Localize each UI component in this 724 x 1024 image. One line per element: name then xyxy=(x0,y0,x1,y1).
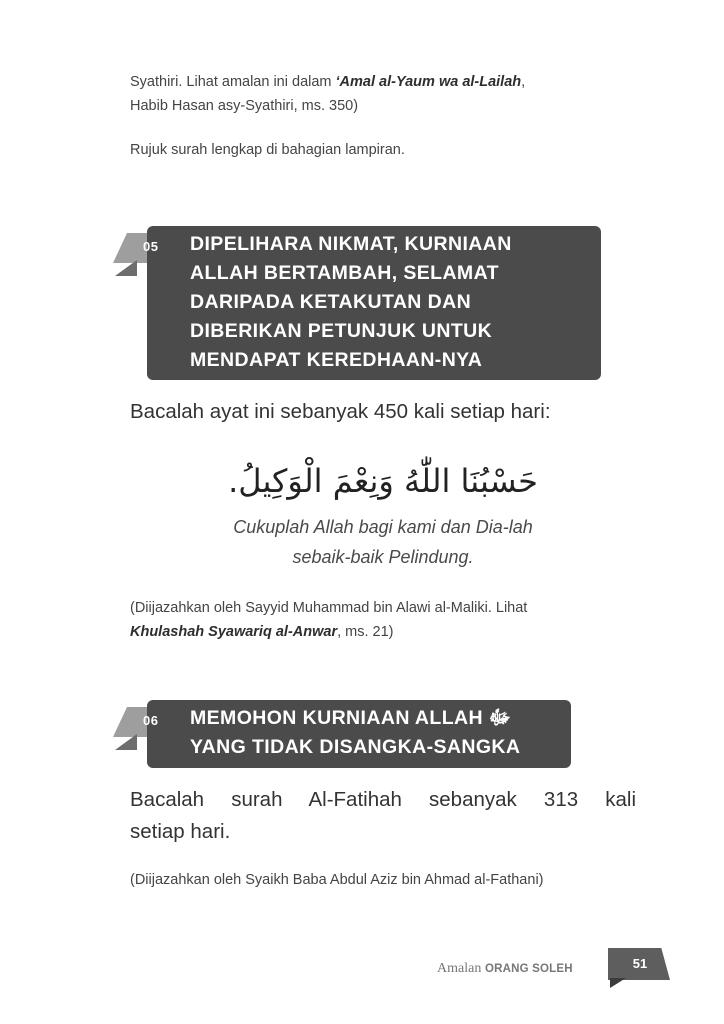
arabic-verse: حَسْبُنَا اللّٰهُ وَنِعْمَ الْوَكِيلُ. xyxy=(228,462,538,500)
section-title-line: DIBERIKAN PETUNJUK UNTUK xyxy=(190,320,493,342)
footer-word: Amalan xyxy=(437,961,482,976)
section-06-instruction xyxy=(130,784,636,848)
section-title-line: MENDAPAT KEREDHAAN-NYA xyxy=(190,349,483,371)
intro-reference xyxy=(130,70,636,118)
section-title-line: DARIPADA KETAKUTAN DAN xyxy=(190,291,472,313)
section-title-line: YANG TIDAK DISANGKA-SANGKA xyxy=(190,736,521,758)
instruction-line: Bacalah surah Al-Fatihah sebanyak 313 kali xyxy=(130,788,636,811)
book-title-footer xyxy=(437,960,573,977)
section-05-source xyxy=(130,596,636,644)
page-number: 51 xyxy=(632,956,648,971)
section-title-line: ALLAH BERTAMBAH, SELAMAT xyxy=(190,262,499,284)
verse-translation xyxy=(130,512,636,572)
intro-author: Habib Hasan asy-Syathiri, ms. 350) xyxy=(130,98,359,114)
book-title: ‘Amal al-Yaum wa al-Lailah xyxy=(335,74,522,90)
appendix-note: Rujuk surah lengkap di bahagian lampiran. xyxy=(130,142,405,158)
footer-word: ORANG SOLEH xyxy=(484,963,573,975)
punctuation: , xyxy=(521,74,526,90)
section-number: 05 xyxy=(143,239,159,254)
section-title-box xyxy=(147,226,601,380)
section-title-line: DIPELIHARA NIKMAT, KURNIAAN xyxy=(190,233,512,255)
section-05-instruction: Bacalah ayat ini sebanyak 450 kali setiap hari: xyxy=(130,400,551,423)
section-title-box xyxy=(147,700,571,768)
translation-line: sebaik-baik Pelindung. xyxy=(292,547,474,567)
section-title-line: MEMOHON KURNIAAN ALLAH ﷻ xyxy=(190,707,511,729)
page-number-tab xyxy=(608,948,670,986)
section-number: 06 xyxy=(143,713,159,728)
translation-line: Cukuplah Allah bagi kami dan Dia-lah xyxy=(233,517,533,537)
book-title: Khulashah Syawariq al-Anwar xyxy=(130,624,338,640)
page-tab-fold xyxy=(610,978,626,988)
section-06-source: (Diijazahkan oleh Syaikh Baba Abdul Aziz bin Ahmad al-Fathani) xyxy=(130,872,544,888)
source-text: (Diijazahkan oleh Sayyid Muhammad bin Alawi al-Maliki. Lihat xyxy=(130,600,528,616)
intro-text: Syathiri. Lihat amalan ini dalam xyxy=(130,74,336,90)
instruction-line: setiap hari. xyxy=(130,820,231,843)
source-page: , ms. 21) xyxy=(337,624,394,640)
